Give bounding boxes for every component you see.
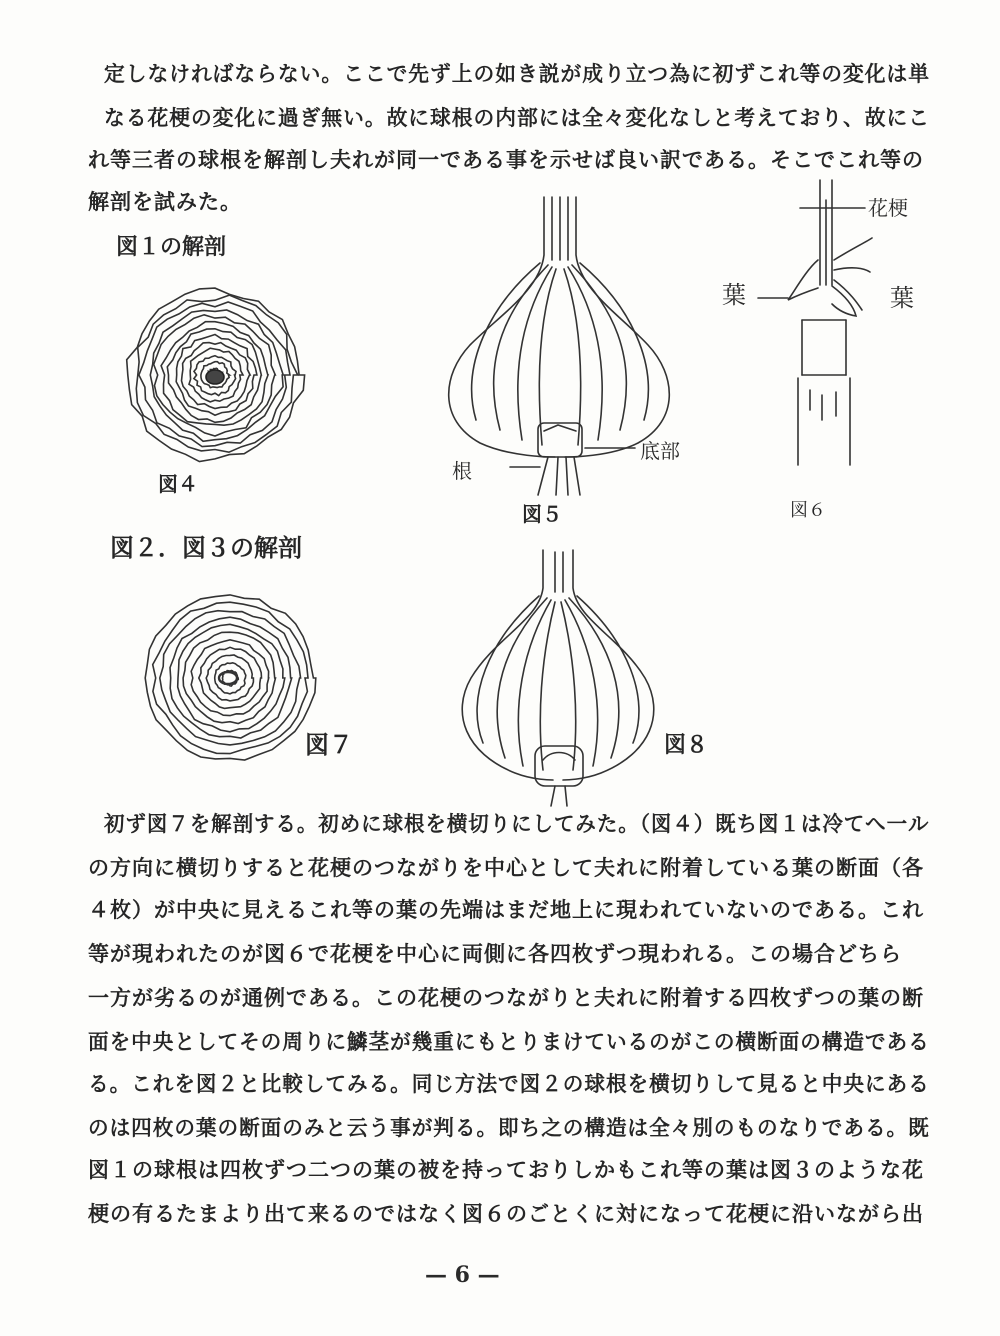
fig4-cross-section-drawing [125, 285, 305, 465]
text-line: の方向に横切りすると花梗のつながりを中心として夫れに附着している葉の断面（各 [88, 855, 924, 880]
fig8-bulb-drawing [455, 548, 675, 808]
fig4-caption: 図４ [158, 472, 198, 496]
text-line: 解剖を試みた。 [88, 189, 242, 214]
leaf-label-left: 葉 [722, 281, 746, 309]
leaf-label-right: 葉 [890, 284, 914, 312]
text-line: 面を中央としてその周りに鱗茎が幾重にもとりまけているのがこの横断面の構造である [88, 1029, 930, 1054]
text-line: る。これを図２と比較してみる。同じ方法で図２の球根を横切りして見ると中央にある [88, 1071, 930, 1096]
section2-caption: 図２．図３の解剖 [110, 533, 302, 562]
text-line: 図１の球根は四枚ずつ二つの葉の被を持っておりしかもこれ等の葉は図３のような花 [88, 1157, 924, 1182]
text-line: 等が現われたのが図６で花梗を中心に両側に各四枚ずつ現われる。この場合どちら [88, 941, 902, 966]
ring-line [170, 617, 292, 738]
text-line: れ等三者の球根を解剖し夫れが同一である事を示せば良い訳である。そこでこれ等の [88, 147, 924, 172]
fig6-sprout-drawing [770, 180, 890, 470]
ring-line [191, 640, 269, 716]
base-label: 底部 [640, 439, 680, 463]
ring-line [160, 611, 301, 745]
text-line: 初ず図７を解剖する。初めに球根を横切りにしてみた。（図４）既ち図１は冷てへ一ル [104, 811, 930, 836]
text-line: なる花梗の変化に過ぎ無い。故に球根の内部には全々変化なしと考えており、故にこ [104, 105, 930, 130]
fig5-caption: 図５ [522, 502, 562, 526]
fig7-caption: 図７ [305, 730, 353, 759]
text-line: のは四枚の葉の断面のみと云う事が判る。即ち之の構造は全々別のものなりである。既 [88, 1115, 930, 1140]
text-line: 定しなければならない。ここで先ず上の如き説が成り立つ為に初ずこれ等の変化は単 [104, 61, 930, 86]
flower-stalk-label: 花梗 [868, 196, 908, 220]
text-line: 梗の有るたまより出て来るのではなく図６のごとくに対になって花梗に沿いながら出 [88, 1201, 924, 1226]
fig6-caption: 図６ [790, 500, 826, 521]
section1-caption: 図１の解剖 [116, 234, 227, 260]
text-line: 一方が劣るのが通例である。この花梗のつながりと夫れに附着する四枚ずつの葉の断 [88, 985, 924, 1010]
page-number: — 6 — [425, 1262, 500, 1288]
root-label: 根 [452, 459, 472, 483]
fig7-cross-section-drawing [140, 588, 320, 768]
fig8-caption: 図８ [664, 732, 709, 758]
text-line: ４枚）が中央に見えるこれ等の葉の先端はまだ地上に現われていないのである。これ [88, 897, 924, 922]
